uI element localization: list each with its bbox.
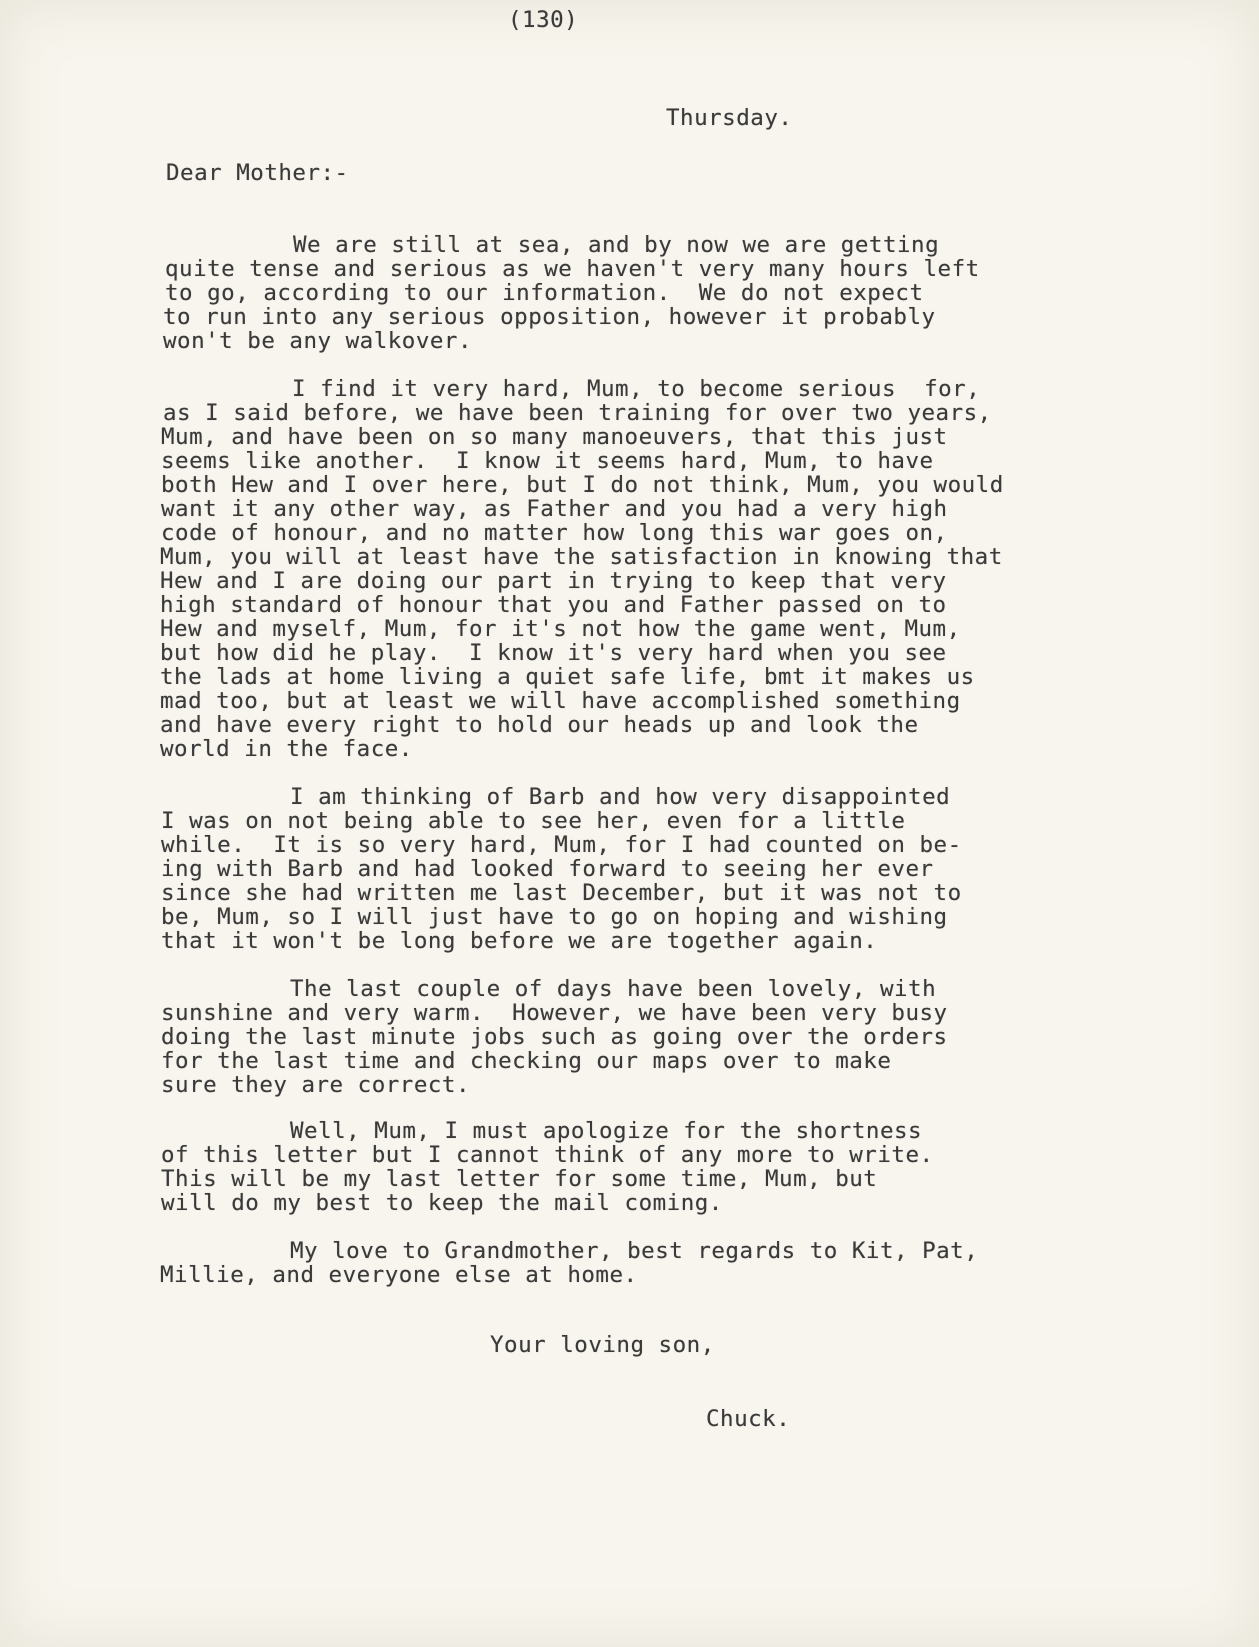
paragraph-line: to go, according to our information. We do not expect xyxy=(165,280,924,306)
paragraph-line: that it won't be long before we are together again. xyxy=(161,928,878,954)
paragraph-line: Millie, and everyone else at home. xyxy=(160,1262,638,1288)
paragraph-line: Mum, you will at least have the satisfaction in knowing that xyxy=(160,544,1003,570)
signature: Chuck. xyxy=(706,1406,791,1432)
paragraph-line: as I said before, we have been training for over two years, xyxy=(163,400,992,426)
paragraph-line: since she had written me last December, but it was not to xyxy=(161,880,962,906)
paragraph-line: My love to Grandmother, best regards to Kit, Pat, xyxy=(290,1238,979,1264)
salutation: Dear Mother:- xyxy=(166,160,349,186)
paragraph-line: This will be my last letter for some time, Mum, but xyxy=(161,1166,878,1192)
page-number: (130) xyxy=(508,7,579,33)
letter-date: Thursday. xyxy=(666,105,793,131)
paragraph-line: We are still at sea, and by now we are getting xyxy=(293,232,940,258)
paragraph-line: want it any other way, as Father and you had a very high xyxy=(161,496,948,522)
paragraph-line: of this letter but I cannot think of any more to write. xyxy=(161,1142,934,1168)
paragraph-line: won't be any walkover. xyxy=(163,328,473,354)
paragraph-line: I find it very hard, Mum, to become serious for, xyxy=(292,376,981,402)
paragraph-line: Hew and I are doing our part in trying to keep that very xyxy=(160,568,947,594)
paragraph-line: I am thinking of Barb and how very disappointed xyxy=(290,784,951,810)
paragraph-line: code of honour, and no matter how long this war goes on, xyxy=(161,520,948,546)
paragraph-line: the lads at home living a quiet safe life, bmt it makes us xyxy=(160,664,975,690)
paragraph-line: but how did he play. I know it's very hard when you see xyxy=(160,640,947,666)
paragraph-line: high standard of honour that you and Father passed on to xyxy=(160,592,947,618)
paragraph-line: for the last time and checking our maps over to make xyxy=(161,1048,892,1074)
paragraph-line: ing with Barb and had looked forward to seeing her ever xyxy=(161,856,934,882)
paragraph-line: world in the face. xyxy=(160,736,413,762)
paragraph-line: while. It is so very hard, Mum, for I had counted on be- xyxy=(161,832,962,858)
paragraph-line: The last couple of days have been lovely, with xyxy=(290,976,937,1002)
paragraph-line: mad too, but at least we will have accomplished something xyxy=(160,688,961,714)
paragraph-line: doing the last minute jobs such as going over the orders xyxy=(161,1024,948,1050)
paragraph-line: sunshine and very warm. However, we have been very busy xyxy=(161,1000,948,1026)
paragraph-line: quite tense and serious as we haven't very many hours left xyxy=(165,256,980,282)
paragraph-line: will do my best to keep the mail coming. xyxy=(161,1190,723,1216)
paragraph-line: sure they are correct. xyxy=(161,1072,471,1098)
paragraph-line: Mum, and have been on so many manoeuvers, that this just xyxy=(161,424,948,450)
paragraph-line: both Hew and I over here, but I do not think, Mum, you would xyxy=(161,472,1004,498)
paragraph-line: Hew and myself, Mum, for it's not how the game went, Mum, xyxy=(160,616,961,642)
paragraph-line: I was on not being able to see her, even for a little xyxy=(161,808,906,834)
paragraph-line: Well, Mum, I must apologize for the shortness xyxy=(290,1118,923,1144)
closing: Your loving son, xyxy=(490,1332,715,1358)
paragraph-line: be, Mum, so I will just have to go on hoping and wishing xyxy=(161,904,948,930)
paragraph-line: and have every right to hold our heads up and look the xyxy=(160,712,919,738)
paragraph-line: seems like another. I know it seems hard, Mum, to have xyxy=(161,448,934,474)
paragraph-line: to run into any serious opposition, however it probably xyxy=(163,304,936,330)
